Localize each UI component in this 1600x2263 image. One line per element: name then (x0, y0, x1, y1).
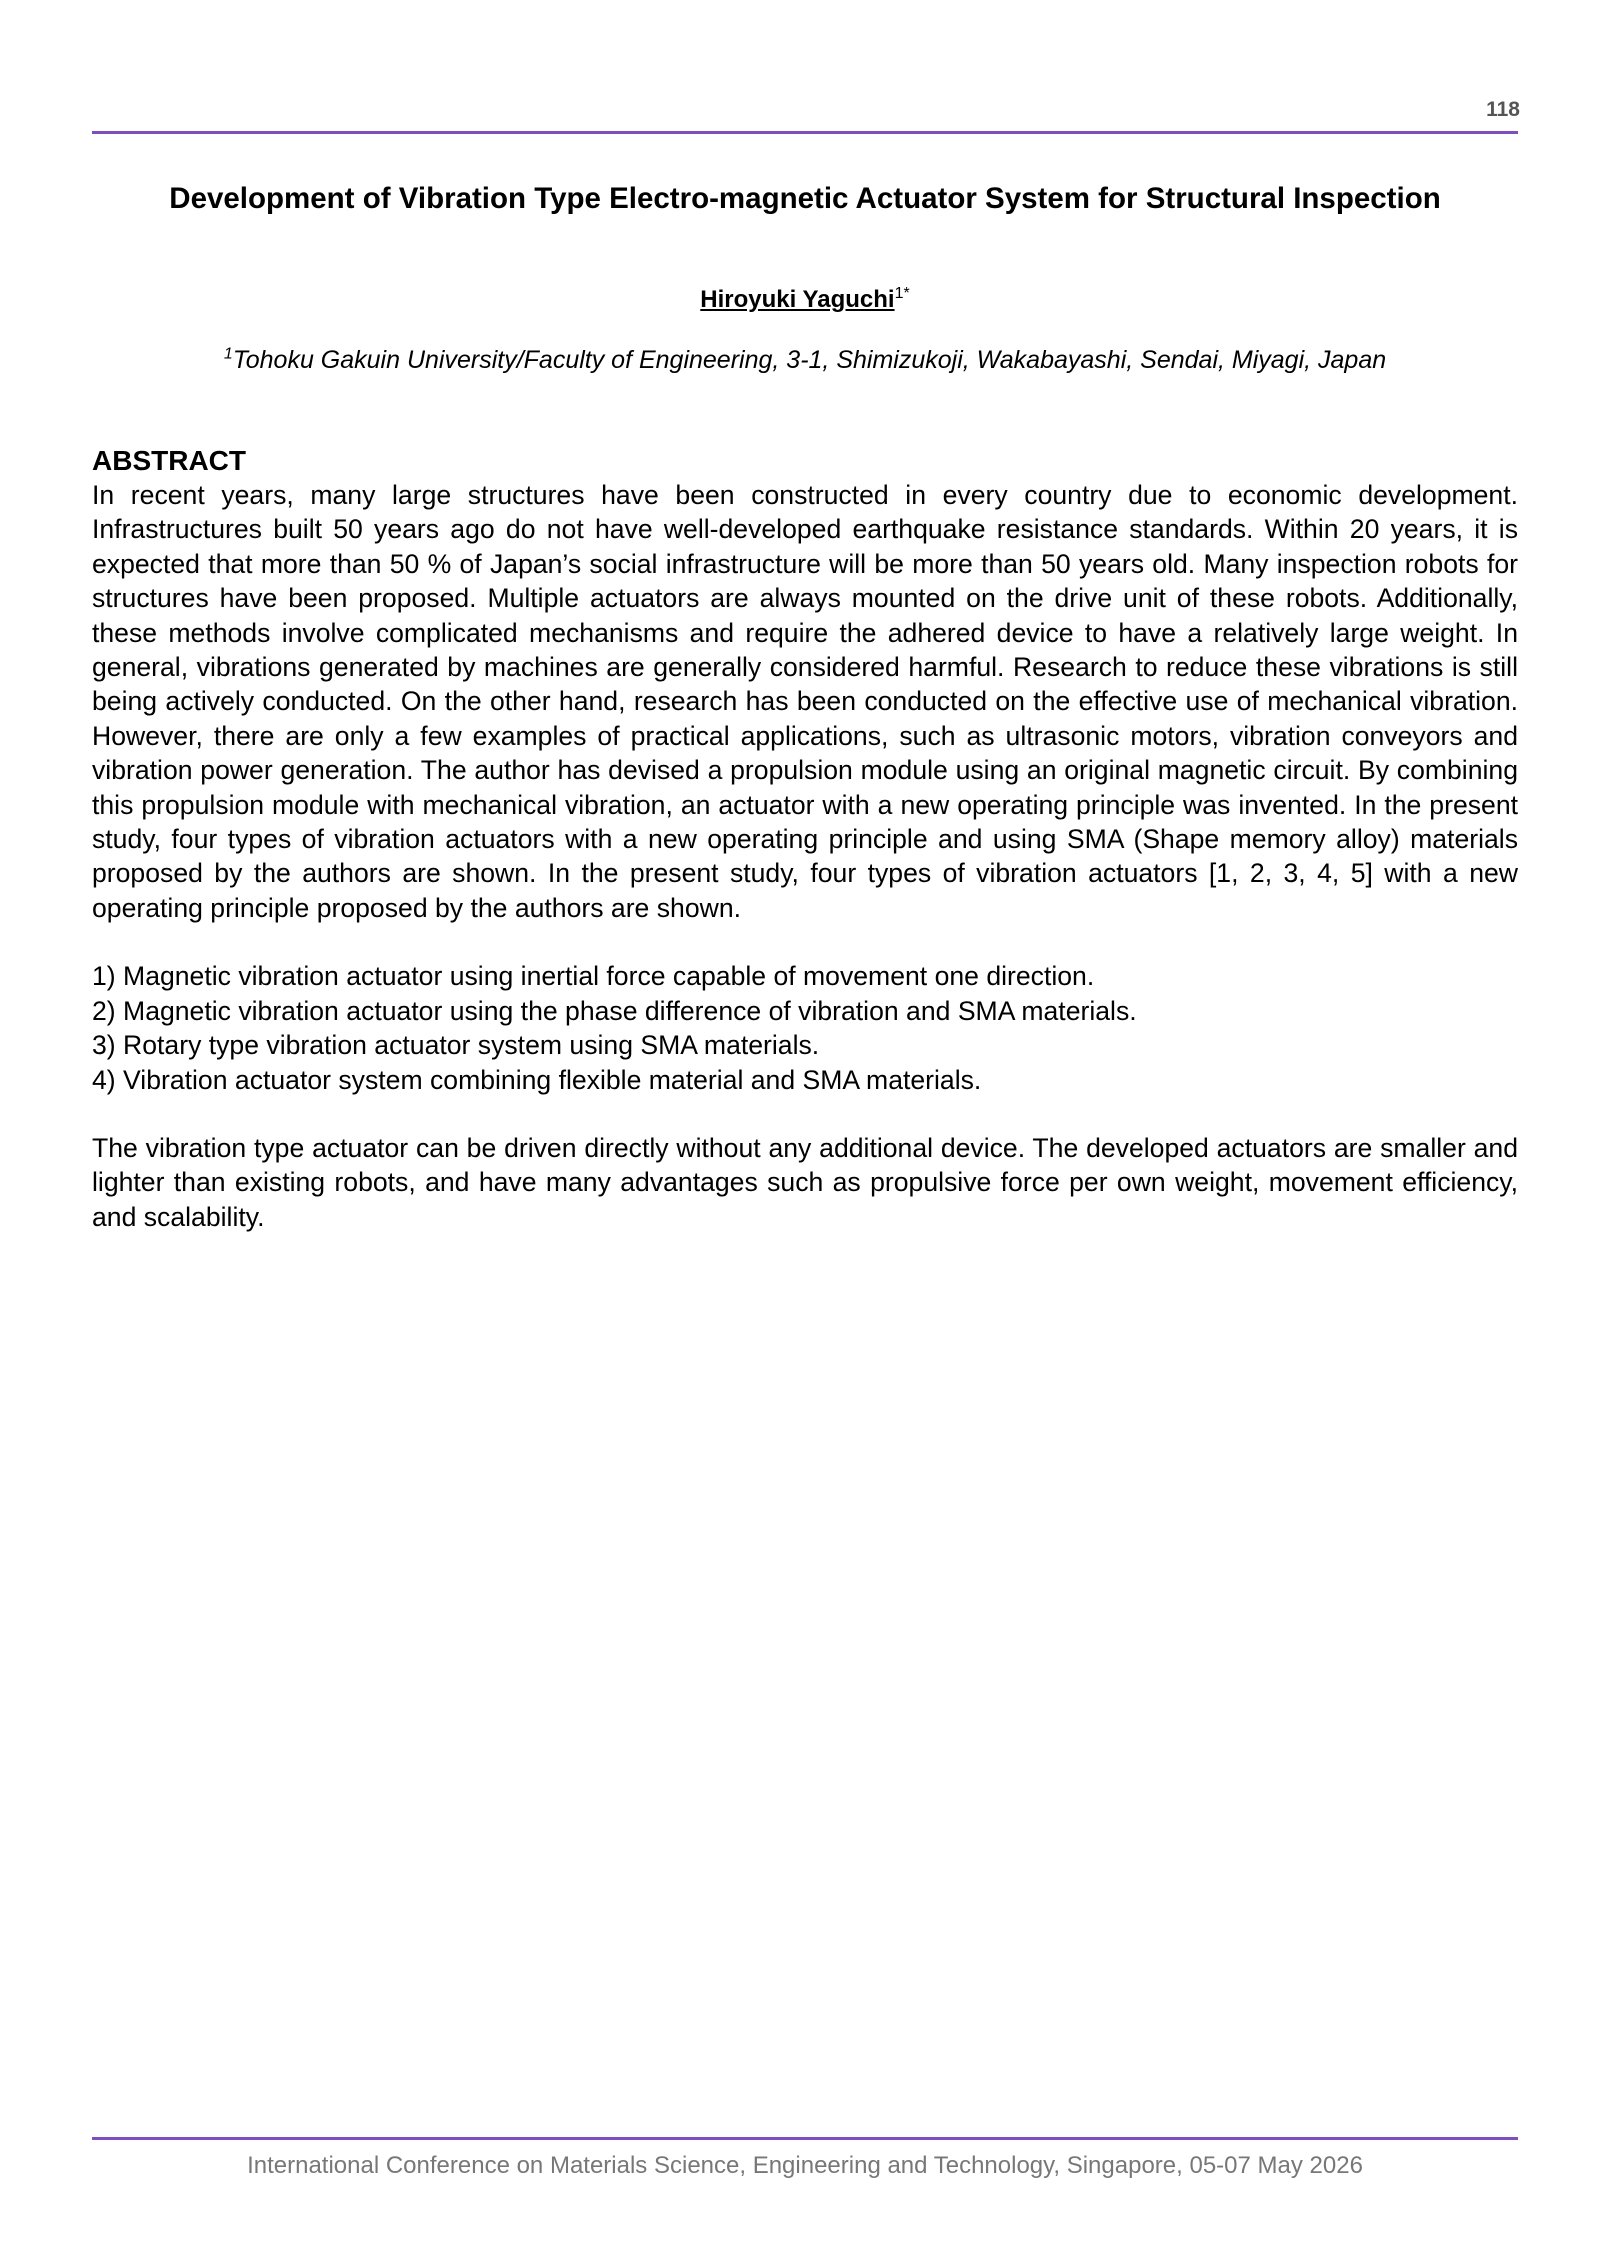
author-superscript: 1* (894, 285, 910, 302)
actuator-list (92, 959, 1518, 1097)
abstract-section (92, 444, 1518, 1234)
author-line (80, 286, 1530, 314)
author-name: Hiroyuki Yaguchi (700, 286, 895, 313)
list-item: 3) Rotary type vibration actuator system using SMA materials. (92, 1030, 820, 1061)
footer-rule (92, 2137, 1518, 2140)
abstract-body: In recent years, many large structures have been constructed in every country due to economic development. Infrastructures built 50 years ago do not have well-developed earthquake resistance standards. Within 20 years, it is expected that more than 50 % of Japan’s social infrastructure will be more than 50 years old. Many inspection robots for structures have been proposed. Multiple actuators are always mounted on the drive unit of these robots. Additionally, these methods involve complicated mechanisms and require the adhered device to have a relatively large weight. In general, vibrations generated by machines are generally considered harmful. Research to reduce these vibrations is still being actively conducted. On the other hand, research has been conducted on the effective use of mechanical vibration. However, there are only a few examples of practical applications, such as ultrasonic motors, vibration conveyors and vibration power generation. The author has devised a propulsion module using an original magnetic circuit. By combining this propulsion module with mechanical vibration, an actuator with a new operating principle was invented. In the present study, four types of vibration actuators with a new operating principle and using SMA (Shape memory alloy) materials proposed by the authors are shown. In the present study, four types of vibration actuators [1, 2, 3, 4, 5] with a new operating principle proposed by the authors are shown. (92, 480, 1518, 923)
list-item: 2) Magnetic vibration actuator using the phase difference of vibration and SMA materials. (92, 995, 1137, 1026)
abstract-heading: ABSTRACT (92, 445, 246, 476)
affiliation (80, 346, 1530, 375)
affiliation-superscript: 1 (223, 345, 233, 363)
header-rule (92, 131, 1518, 134)
footer-text: International Conference on Materials Science, Engineering and Technology, Singapore, 05-07 May 2026 (247, 2152, 1363, 2179)
list-item: 4) Vibration actuator system combining flexible material and SMA materials. (92, 1064, 982, 1095)
list-item: 1) Magnetic vibration actuator using inertial force capable of movement one direction. (92, 961, 1095, 992)
abstract-closing: The vibration type actuator can be driven directly without any additional device. The developed actuators are smaller and lighter than existing robots, and have many advantages such as propulsive force per own weight, movement efficiency, and scalability. (92, 1132, 1518, 1232)
paper-title: Development of Vibration Type Electro-magnetic Actuator System for Structural Inspection (169, 182, 1441, 215)
affiliation-text: Tohoku Gakuin University/Faculty of Engineering, 3-1, Shimizukoji, Wakabayashi, Sendai, Miyagi, Japan (232, 346, 1387, 374)
page-number: 118 (1486, 98, 1520, 121)
